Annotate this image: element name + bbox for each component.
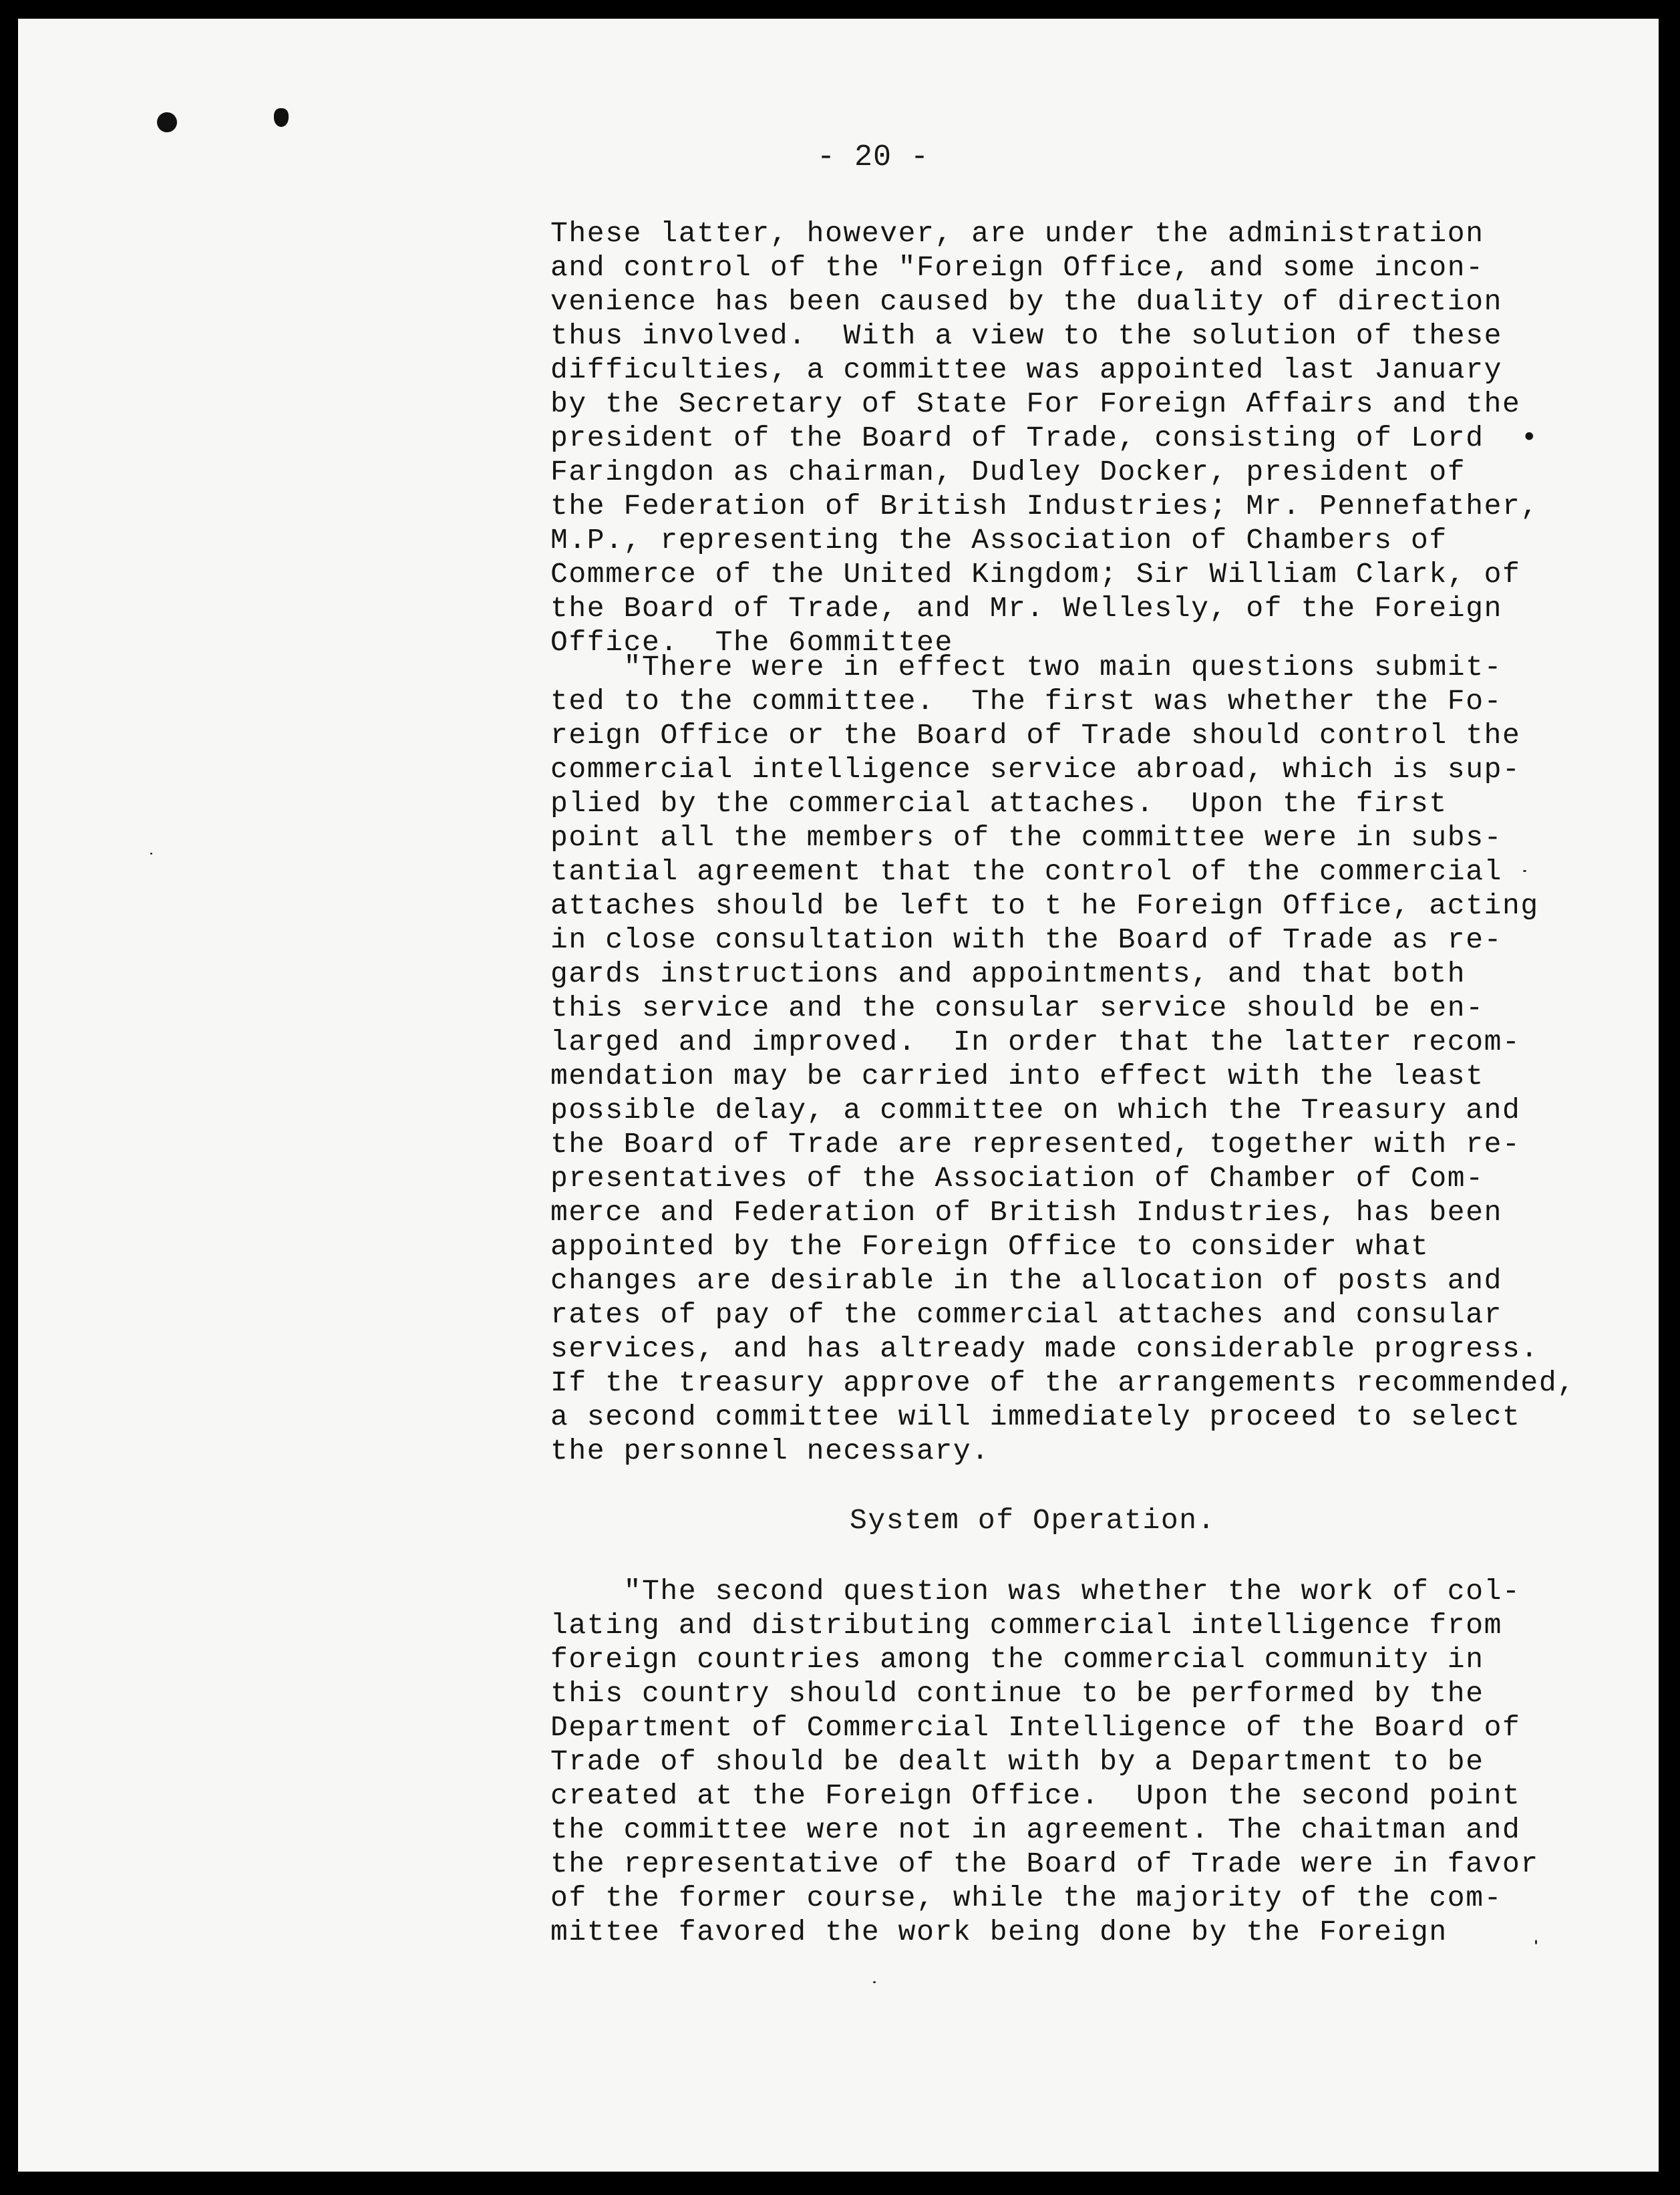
- text-line: the committee were not in agreement. The chaitman and: [550, 1813, 1521, 1846]
- text-line: Department of Commercial Intelligence of the Board of: [550, 1711, 1521, 1744]
- text-line: by the Secretary of State For Foreign Affairs and the: [550, 388, 1521, 420]
- text-line: Faringdon as chairman, Dudley Docker, president of: [550, 456, 1466, 488]
- text-line: Office. The 6ommittee: [550, 626, 953, 659]
- text-line: mendation may be carried into effect with the least: [550, 1060, 1484, 1092]
- scan-speck: [150, 853, 152, 855]
- scan-speck: [1535, 1940, 1537, 1944]
- punch-hole-mark: [274, 108, 289, 127]
- text-line: in close consultation with the Board of Trade as re-: [550, 923, 1503, 956]
- paragraph-1: [550, 216, 1539, 660]
- text-line: point all the members of the committee were in subs-: [550, 821, 1503, 854]
- text-line: thus involved. With a view to the solution of these: [550, 319, 1503, 352]
- text-line: this country should continue to be performed by the: [550, 1677, 1484, 1710]
- text-line: mittee favored the work being done by the Foreign: [550, 1916, 1448, 1948]
- text-line: created at the Foreign Office. Upon the second point: [550, 1779, 1521, 1812]
- text-line: "There were in effect two main questions submit-: [550, 651, 1503, 684]
- text-line: These latter, however, are under the administration: [550, 217, 1484, 250]
- text-line: the Board of Trade are represented, together with re-: [550, 1128, 1521, 1161]
- text-line: changes are desirable in the allocation of posts and: [550, 1264, 1503, 1297]
- section-heading: System of Operation.: [850, 1504, 1216, 1537]
- text-line: Trade of should be dealt with by a Department to be: [550, 1745, 1484, 1778]
- text-line: difficulties, a committee was appointed last January: [550, 353, 1503, 386]
- text-line: reign Office or the Board of Trade should control the: [550, 719, 1521, 752]
- scan-speck: [1523, 870, 1526, 872]
- text-line: gards instructions and appointments, and that both: [550, 958, 1466, 990]
- document-page: [18, 19, 1659, 2172]
- text-line: appointed by the Foreign Office to consider what: [550, 1230, 1430, 1263]
- text-line: tantial agreement that the control of the commercial: [550, 855, 1503, 888]
- text-line: of the former course, while the majority of the com-: [550, 1882, 1503, 1914]
- text-line: the Federation of British Industries; Mr. Pennefather,: [550, 490, 1539, 523]
- text-line: possible delay, a committee on which the Treasury and: [550, 1094, 1521, 1127]
- scan-speck: [873, 1981, 876, 1983]
- text-line: plied by the commercial attaches. Upon the first: [550, 787, 1448, 820]
- text-line: rates of pay of the commercial attaches and consular: [550, 1298, 1503, 1331]
- text-line: larged and improved. In order that the latter recom-: [550, 1026, 1521, 1058]
- text-line: foreign countries among the commercial community in: [550, 1643, 1484, 1676]
- text-line: the personnel necessary.: [550, 1435, 990, 1467]
- text-line: commercial intelligence service abroad, which is sup-: [550, 753, 1521, 786]
- text-line: and control of the "Foreign Office, and some incon-: [550, 251, 1484, 284]
- text-line: services, and has altready made considerable progress.: [550, 1332, 1539, 1365]
- text-line: attaches should be left to t he Foreign Office, acting: [550, 889, 1539, 922]
- text-line: the Board of Trade, and Mr. Wellesly, of the Foreign: [550, 592, 1503, 625]
- text-line: a second committee will immediately proceed to select: [550, 1401, 1521, 1433]
- text-line: presentatives of the Association of Chamber of Com-: [550, 1162, 1484, 1195]
- page-number: - 20 -: [817, 140, 930, 174]
- text-line: merce and Federation of British Industries, has been: [550, 1196, 1503, 1229]
- text-line: venience has been caused by the duality of direction: [550, 285, 1503, 318]
- punch-hole-mark: [157, 112, 177, 132]
- text-line: M.P., representing the Association of Chambers of: [550, 524, 1448, 557]
- text-line: Commerce of the United Kingdom; Sir William Clark, of: [550, 558, 1521, 591]
- text-line: lating and distributing commercial intelligence from: [550, 1609, 1503, 1642]
- text-line: ted to the committee. The first was whether the Fo-: [550, 685, 1503, 718]
- text-line: If the treasury approve of the arrangements recommended,: [550, 1366, 1576, 1399]
- paragraph-2: [550, 650, 1576, 1468]
- paragraph-3: [550, 1574, 1539, 1949]
- text-line: "The second question was whether the work of col-: [550, 1575, 1521, 1608]
- text-line: president of the Board of Trade, consisting of Lord •: [550, 422, 1539, 454]
- text-line: the representative of the Board of Trade were in favor: [550, 1848, 1539, 1880]
- text-line: this service and the consular service should be en-: [550, 992, 1484, 1024]
